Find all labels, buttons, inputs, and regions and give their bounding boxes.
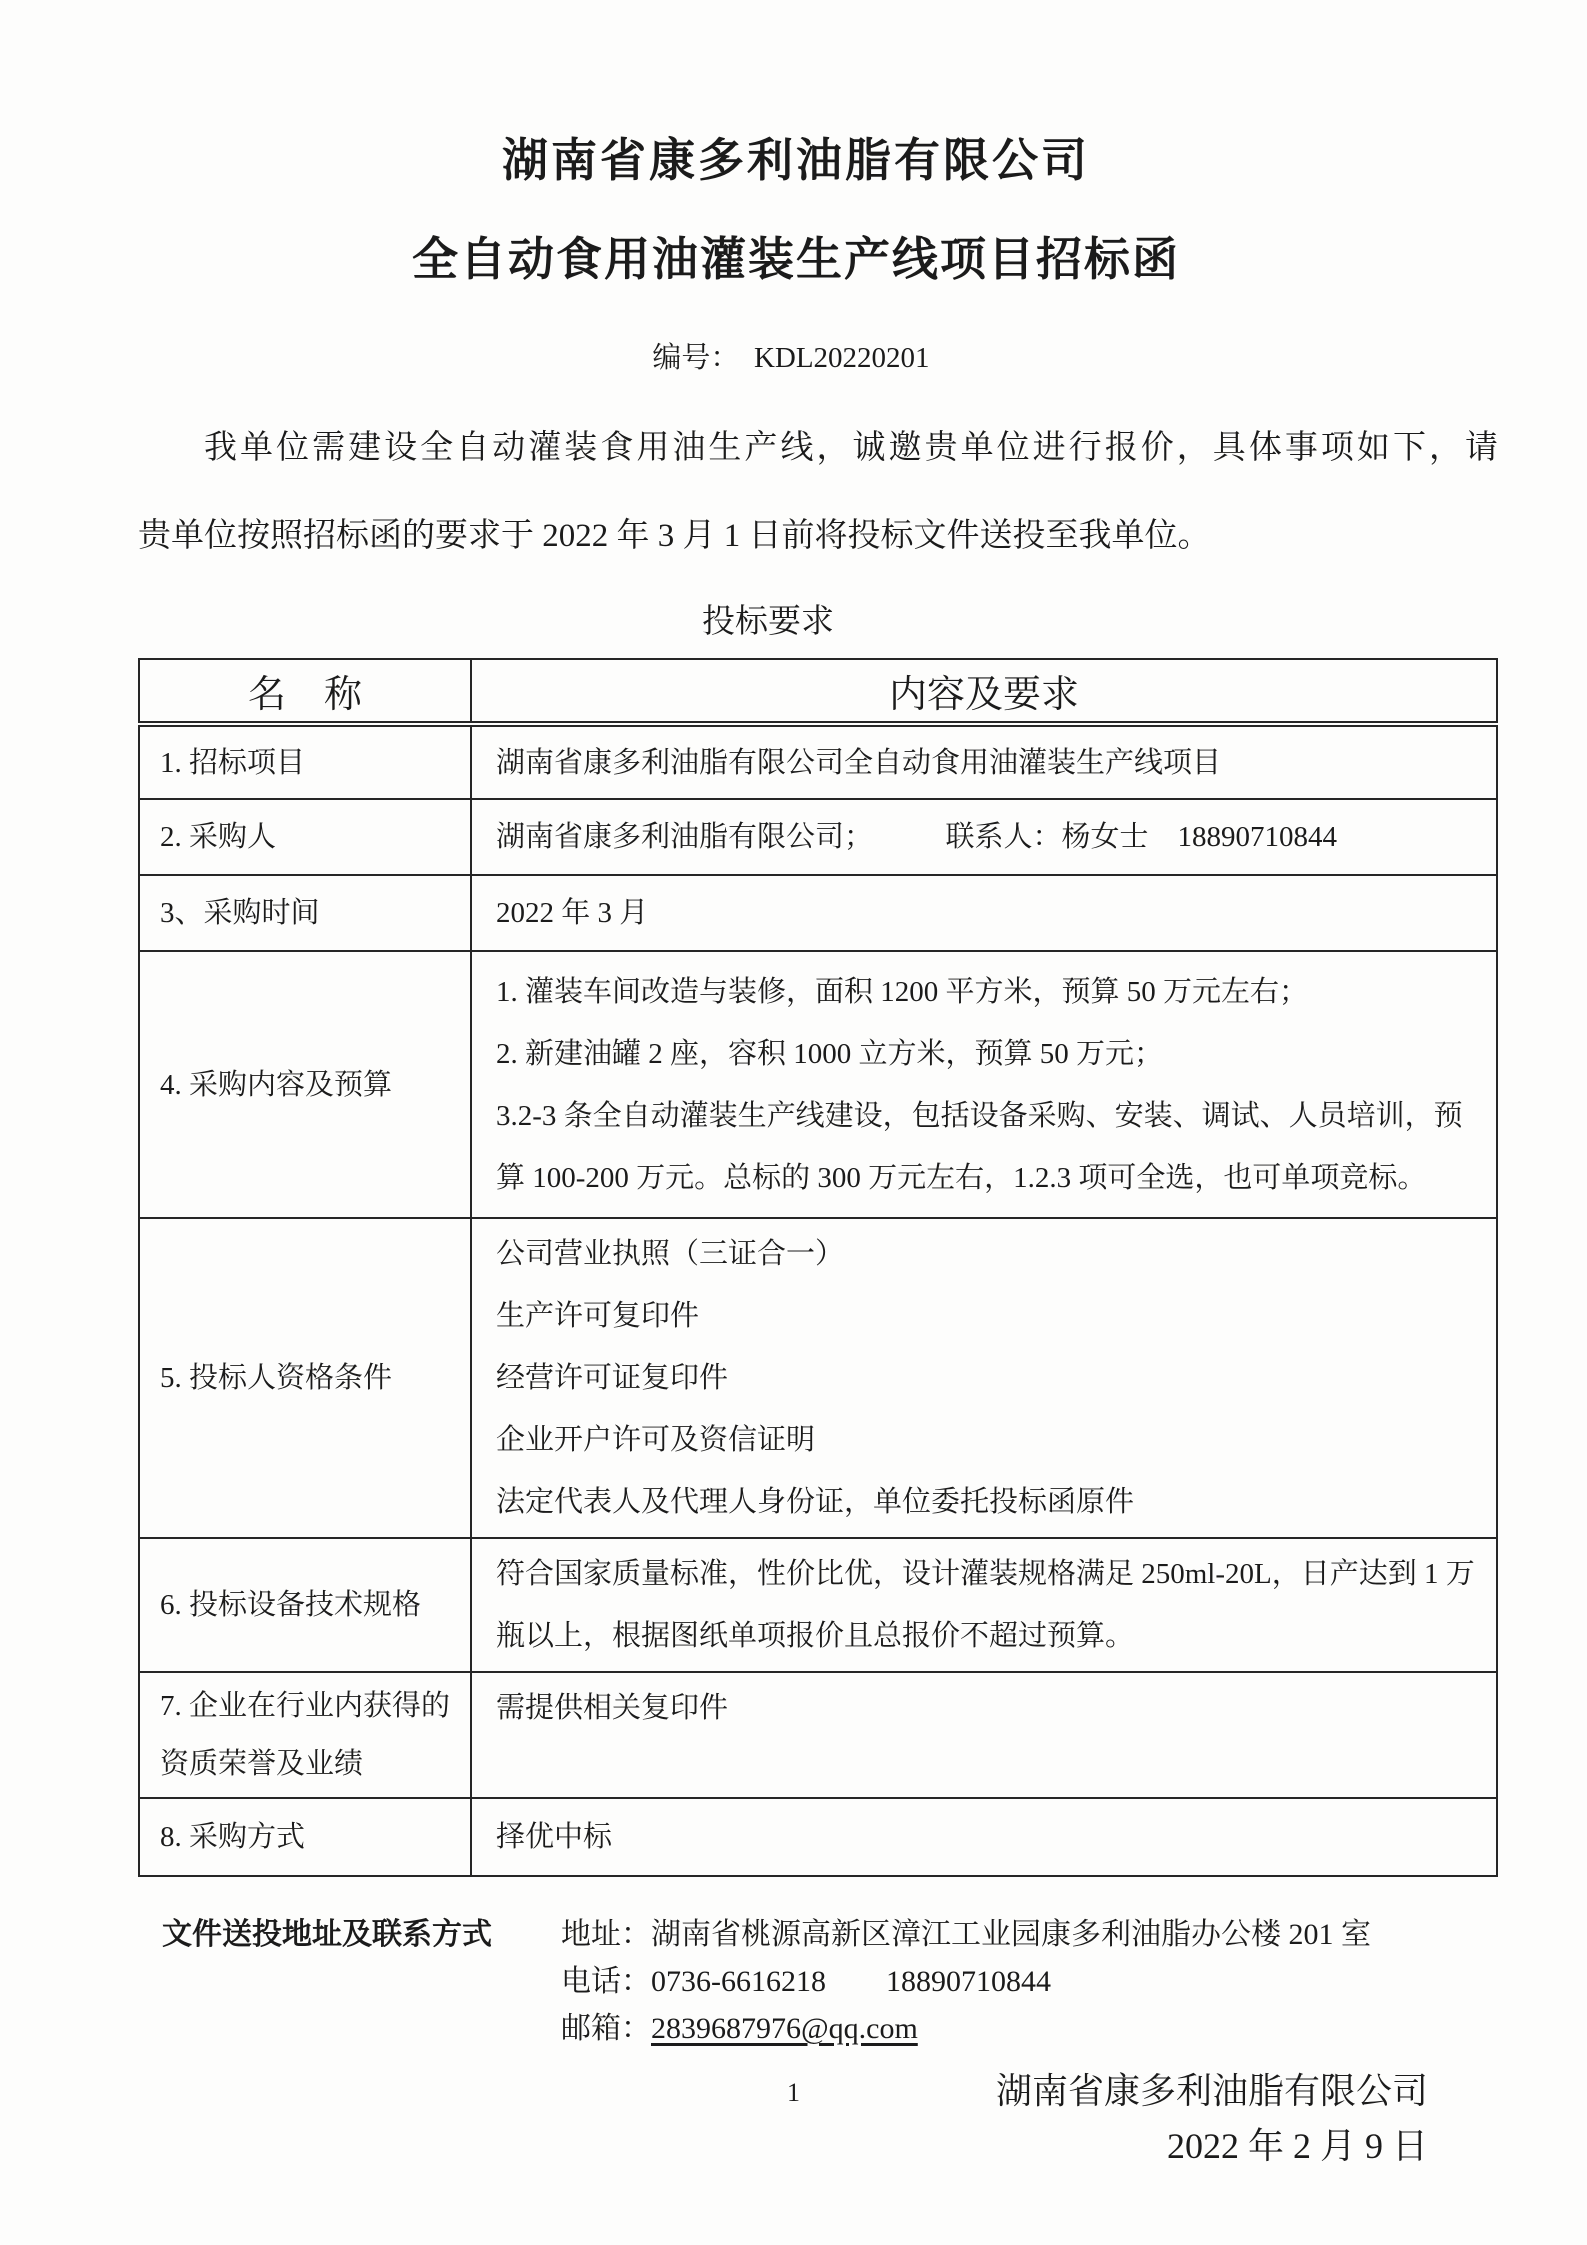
row-content-cell (471, 951, 1497, 1218)
row-content-cell (471, 1672, 1497, 1798)
row-content-line: 湖南省康多利油脂有限公司全自动食用油灌装生产线项目 (496, 746, 1222, 779)
row-content-line: 公司营业执照（三证合一） (496, 1238, 845, 1270)
phone-value: 0736-6616218 18890710844 (651, 1965, 1051, 1998)
section-heading: 投标要求 (702, 604, 834, 640)
row-name-cell: 5. 投标人资格条件 (139, 1218, 471, 1538)
document-content (138, 0, 1498, 2174)
row-name-cell: 7. 企业在行业内获得的资质荣誉及业绩 (139, 1672, 471, 1798)
row-content-line: 1. 灌装车间改造与装修，面积 1200 平方米，预算 50 万元左右； (496, 975, 1309, 1008)
requirements-table-body (139, 724, 1497, 1876)
row-content-line: 湖南省康多利油脂有限公司； 联系人：杨女士 18890710844 (496, 821, 1338, 853)
doc-number-label: 编号： (652, 342, 725, 374)
row-content-cell (471, 1218, 1497, 1538)
row-content-line: 择优中标 (496, 1821, 613, 1853)
sub-title: 全自动食用油灌装生产线项目招标函 (412, 233, 1180, 285)
signature-company: 湖南省康多利油脂有限公司 (995, 2071, 1428, 2111)
intro-line-2: 贵单位按照招标函的要求于 2022 年 3 月 1 日前将投标文件送投至我单位。 (138, 518, 1211, 554)
row-content-line: 法定代表人及代理人身份证，单位委托投标函原件 (496, 1486, 1135, 1518)
page-number: 1 (787, 2078, 800, 2107)
email-label: 邮箱： (561, 2012, 651, 2045)
row-name-cell: 1. 招标项目 (139, 724, 471, 799)
row-name-cell: 4. 采购内容及预算 (139, 951, 471, 1218)
address-line (561, 1911, 1371, 1958)
table-row (139, 1218, 1497, 1538)
row-name-cell: 6. 投标设备技术规格 (139, 1538, 471, 1672)
signature-date: 2022 年 2 月 9 日 (1166, 2126, 1428, 2166)
row-content-line: 经营许可证复印件 (496, 1362, 729, 1394)
table-row (139, 724, 1497, 799)
row-content-line: 生产许可复印件 (496, 1300, 700, 1332)
contact-lines (561, 1911, 1371, 2052)
table-row (139, 1798, 1497, 1876)
row-content-cell (471, 875, 1497, 951)
table-header-content: 内容及要求 (471, 659, 1497, 724)
intro-paragraph (138, 404, 1498, 580)
table-header-name: 名 称 (139, 659, 471, 724)
phone-label: 电话： (561, 1965, 651, 1998)
doc-number-line (111, 338, 1471, 378)
row-content-line: 企业开户许可及资信证明 (496, 1424, 816, 1456)
main-title: 湖南省康多利油脂有限公司 (502, 134, 1090, 186)
address-label: 地址： (561, 1918, 651, 1951)
doc-number-value: KDL20220201 (753, 342, 930, 374)
table-row (139, 875, 1497, 951)
row-content-cell (471, 724, 1497, 799)
row-content-line: 符合国家质量标准，性价比优，设计灌装规格满足 250ml-20L，日产达到 1 万瓶以上，根据图纸单项报价且总报价不超过预算。 (496, 1558, 1475, 1652)
intro-line-1: 我单位需建设全自动灌装食用油生产线，诚邀贵单位进行报价，具体事项如下，请 (204, 430, 1498, 466)
contact-footer (138, 1911, 1498, 2052)
email-line (561, 2005, 1371, 2052)
row-content-cell (471, 1538, 1497, 1672)
row-content-line: 2. 新建油罐 2 座，容积 1000 立方米，预算 50 万元； (496, 1037, 1164, 1070)
table-row (139, 951, 1497, 1218)
row-name-cell: 3、采购时间 (139, 875, 471, 951)
phone-line (561, 1958, 1371, 2005)
row-content-line: 需提供相关复印件 (496, 1692, 729, 1724)
row-content-line: 2022 年 3 月 (496, 897, 649, 929)
contact-method-label: 文件送投地址及联系方式 (162, 1918, 492, 1951)
table-row (139, 799, 1497, 875)
row-content-line: 3.2-3 条全自动灌装生产线建设，包括设备采购、安装、调试、人员培训，预算 100-200 万元。总标的 300 万元左右，1.2.3 项可全选，也可单项竞标。 (496, 1099, 1463, 1194)
requirements-table (138, 658, 1498, 1877)
email-value[interactable]: 2839687976@qq.com (651, 2012, 918, 2045)
address-value: 湖南省桃源高新区漳江工业园康多利油脂办公楼 201 室 (651, 1918, 1371, 1951)
row-name-cell: 8. 采购方式 (139, 1798, 471, 1876)
row-content-cell (471, 1798, 1497, 1876)
table-row (139, 1538, 1497, 1672)
row-content-cell (471, 799, 1497, 875)
table-header-row (139, 659, 1497, 724)
row-name-cell: 2. 采购人 (139, 799, 471, 875)
table-row (139, 1672, 1497, 1798)
